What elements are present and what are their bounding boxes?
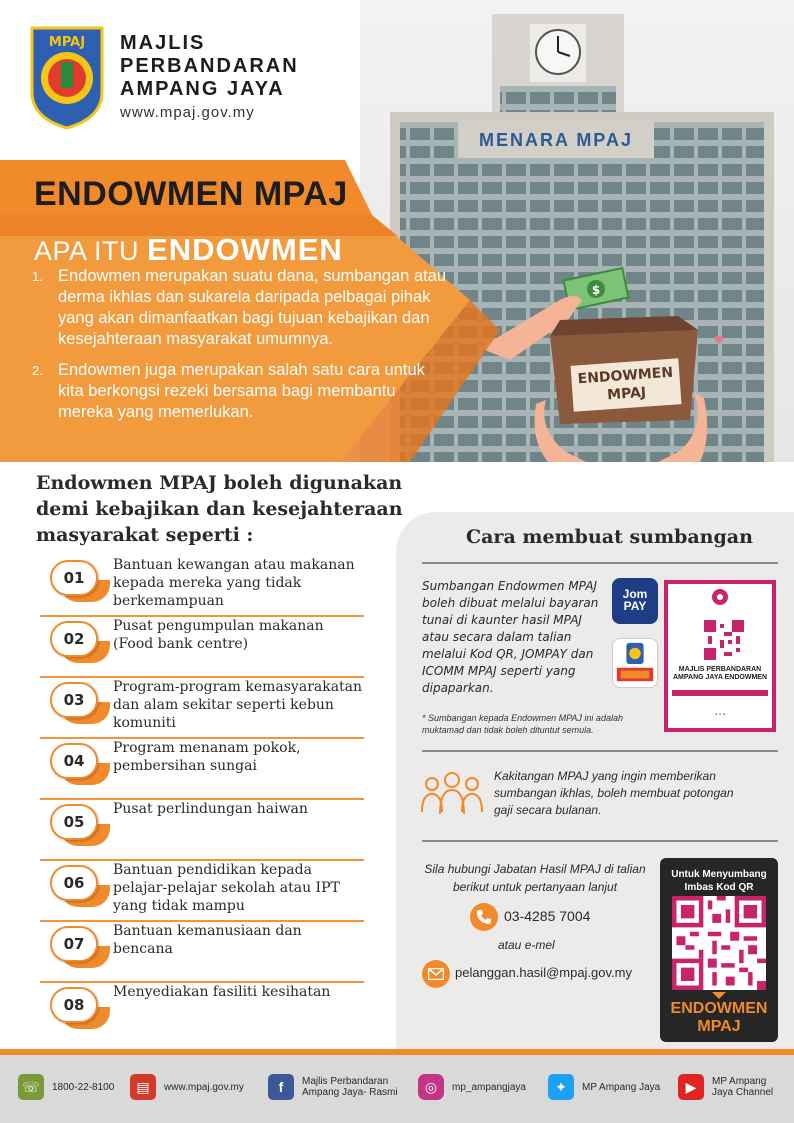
- item-text: Pusat pengumpulan makanan (Food bank centre): [113, 618, 324, 652]
- contribution-note: * Sumbangan kepada Endowmen MPAJ ini adalah muktamad dan tidak boleh dituntut semula.: [422, 713, 623, 735]
- definition-point: [32, 266, 452, 350]
- hero-section: [0, 0, 794, 462]
- mpaj-logo: [26, 22, 108, 130]
- divider: [422, 840, 778, 842]
- qr-instruction: Untuk Menyumbang Imbas Kod QR: [671, 869, 767, 893]
- point-number: 2.: [32, 363, 43, 378]
- item-number-badge: 05: [50, 804, 98, 840]
- footer-text: 1800-22-8100: [52, 1081, 115, 1093]
- youtube-icon: ▶: [678, 1074, 704, 1100]
- staff-group-icon: [420, 770, 484, 816]
- email-address[interactable]: pelanggan.hasil@mpaj.gov.my: [455, 965, 632, 980]
- qr-label: ENDOWMEN MPAJ: [670, 1000, 768, 1035]
- phone-icon: [470, 903, 498, 931]
- card-footer-mark: ▪ ▪ ▪: [715, 712, 725, 718]
- item-text: Bantuan kewangan atau makanan kepada mereka yang tidak berkemampuan: [113, 557, 355, 609]
- council-name-line1: MAJLIS: [120, 32, 206, 54]
- point-number: 1.: [32, 269, 43, 284]
- svg-text:$: $: [591, 283, 601, 297]
- list-item: [40, 861, 364, 922]
- card-title: MAJLIS PERBANDARAN AMPANG JAYA ENDOWMEN: [673, 666, 767, 681]
- contact-instructions: Sila hubungi Jabatan Hasil MPAJ di talian berikut untuk pertanyaan lanjut: [424, 862, 646, 894]
- instagram-icon: ◎: [418, 1074, 444, 1100]
- endowment-qr-card[interactable]: [664, 580, 776, 732]
- qr-code-small[interactable]: [704, 620, 744, 660]
- duitnow-icon: [710, 588, 730, 614]
- list-item: [40, 617, 364, 678]
- facebook-icon: f: [268, 1074, 294, 1100]
- hotline-phone-icon: ☏: [18, 1074, 44, 1100]
- list-item: [40, 556, 364, 617]
- footer-text: MP Ampang Jaya Channel: [712, 1076, 774, 1098]
- item-text: Program-program kemasyarakatan dan alam sekitar seperti kebun komuniti: [113, 679, 363, 731]
- heading-emphasis: ENDOWMEN: [147, 232, 343, 267]
- list-item: [40, 678, 364, 739]
- phone-number[interactable]: 03-4285 7004: [504, 908, 591, 924]
- item-number-badge: 07: [50, 926, 98, 962]
- item-text: Bantuan kemanusiaan dan bencana: [113, 923, 302, 957]
- footer-instagram[interactable]: [418, 1072, 526, 1102]
- item-text: Program menanam pokok, pembersihan sungai: [113, 740, 301, 774]
- footer-text: Majlis Perbandaran Ampang Jaya- Rasmi: [302, 1076, 398, 1098]
- item-number-badge: 01: [50, 560, 98, 596]
- list-item: [40, 922, 364, 983]
- contribution-methods-text: Sumbangan Endowmen MPAJ boleh dibuat melalui bayaran tunai di kaunter hasil MPAJ atau secara dalam talian melalui Kod QR, JOMPAY dan ICOMM MPAJ seperti yang dipaparkan.: [422, 579, 599, 695]
- footer-facebook[interactable]: [268, 1072, 408, 1102]
- qr-code-large[interactable]: [672, 896, 766, 990]
- divider: [422, 750, 778, 752]
- council-website[interactable]: www.mpaj.gov.my: [120, 104, 255, 121]
- item-number-badge: 06: [50, 865, 98, 901]
- uses-list: [40, 556, 364, 1044]
- council-name-line2: PERBANDARAN: [120, 55, 299, 77]
- building-sign: MENARA MPAJ: [478, 130, 634, 150]
- uses-heading: Endowmen MPAJ boleh digunakan demi kebajikan dan kesejahteraan masyarakat seperti :: [36, 472, 403, 546]
- web-icon: ▤: [130, 1074, 156, 1100]
- footer-youtube[interactable]: [678, 1072, 788, 1102]
- card-accent-strip: [672, 690, 768, 696]
- divider: [422, 562, 778, 564]
- footer-text: MP Ampang Jaya: [582, 1081, 661, 1093]
- item-text: Pusat perlindungan haiwan: [113, 801, 308, 817]
- footer-website[interactable]: [130, 1072, 244, 1102]
- salary-deduction-text: Kakitangan MPAJ yang ingin memberikan sumbangan ikhlas, boleh membuat potongan gaji secara bulanan.: [494, 769, 734, 817]
- donation-box-label: ENDOWMENMPAJ: [577, 364, 674, 404]
- qr-pointer-icon: [712, 992, 726, 999]
- point-text: Endowmen merupakan suatu dana, sumbangan atau derma ikhlas dan sukarela daripada pelbagai pihak yang akan dimanfaatkan bagi tujuan kebajikan dan kesejahteraan masyarakat umumnya.: [58, 267, 447, 348]
- footer-hotline[interactable]: [18, 1072, 114, 1102]
- twitter-icon: ✦: [548, 1074, 574, 1100]
- list-item: [40, 983, 364, 1044]
- or-email-label: atau e-mel: [498, 938, 555, 952]
- footer-twitter[interactable]: [548, 1072, 660, 1102]
- email-icon: [422, 960, 450, 988]
- item-text: Menyediakan fasiliti kesihatan: [113, 984, 331, 1000]
- contribution-heading: Cara membuat sumbangan: [466, 526, 753, 548]
- heading-prefix: APA ITU: [34, 236, 140, 266]
- point-text: Endowmen juga merupakan salah satu cara untuk kita berkongsi rezeki bersama bagi membantu mereka yang memerlukan.: [58, 361, 425, 421]
- item-number-badge: 04: [50, 743, 98, 779]
- item-number-badge: 03: [50, 682, 98, 718]
- list-item: [40, 800, 364, 861]
- definition-list: [32, 266, 452, 433]
- footer-text: mp_ampangjaya: [452, 1081, 526, 1093]
- jompay-logo: Jom PAY: [612, 578, 658, 624]
- item-number-badge: 08: [50, 987, 98, 1023]
- item-number-badge: 02: [50, 621, 98, 657]
- list-item: [40, 739, 364, 800]
- qr-scan-box: [660, 858, 778, 1042]
- footer-text: www.mpaj.gov.my: [164, 1081, 244, 1093]
- item-text: Bantuan pendidikan kepada pelajar-pelajar sekolah atau IPT yang tidak mampu: [113, 862, 340, 914]
- logo-lettering: MPAJ: [48, 35, 86, 50]
- council-name: [120, 32, 299, 124]
- icomm-logo: [612, 638, 658, 688]
- definition-point: [32, 360, 452, 423]
- page-title: ENDOWMEN MPAJ: [34, 175, 348, 213]
- section-heading-apa-itu: [34, 232, 343, 268]
- council-name-line3: AMPANG JAYA: [120, 78, 285, 100]
